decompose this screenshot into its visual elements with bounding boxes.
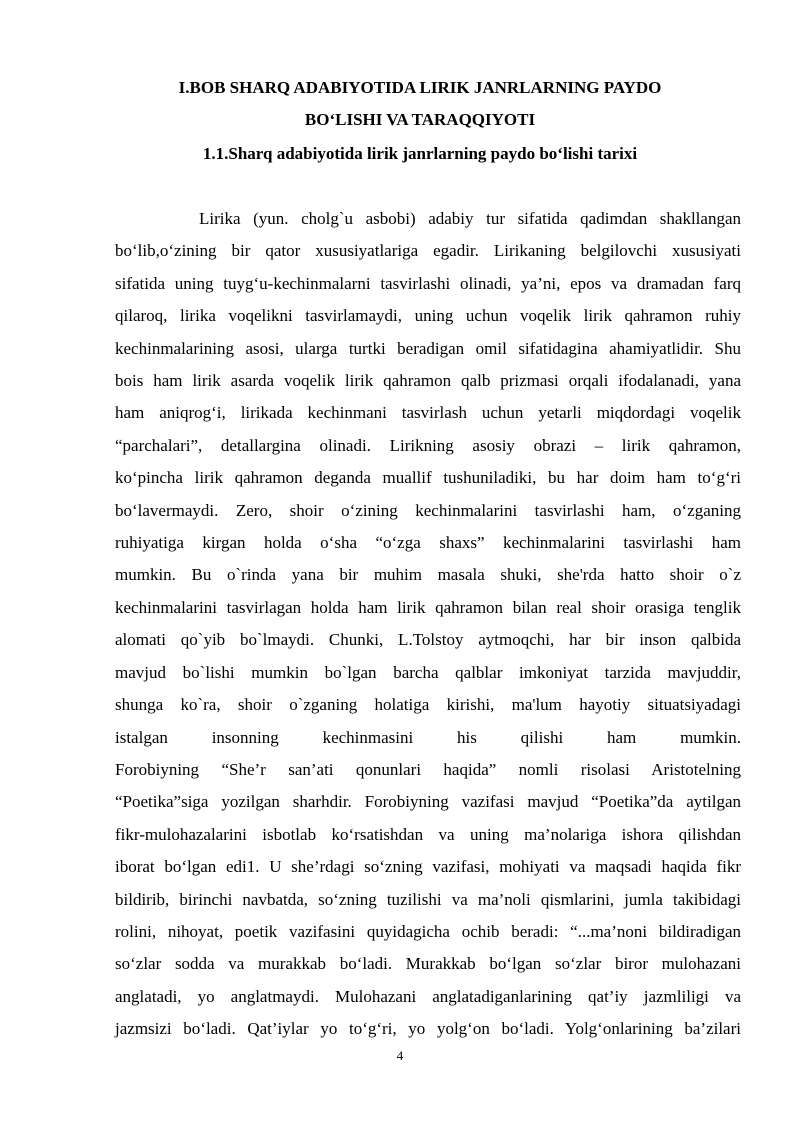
text-line: ko‘pincha lirik qahramon deganda muallif tushuniladiki, bu har doim ham to‘g‘ri xyxy=(115,468,741,488)
text-line: kechinmalarini tasvirlagan holda ham lirik qahramon bilan real shoir orasiga tenglik xyxy=(115,597,741,617)
text-line: kechinmalarining asosi, ularga turtki beradigan omil sifatidagina ahamiyatlidir. Shu xyxy=(115,338,741,358)
section-subheading: 1.1.Sharq adabiyotida lirik janrlarning paydo bo‘lishi tarixi xyxy=(202,144,638,163)
text-line: mavjud bo`lishi mumkin bo`lgan barcha qalblar imkoniyat tarzida mavjuddir, xyxy=(115,662,741,682)
text-line: fikr-mulohazalarini isbotlab ko‘rsatishdan va uning ma’nolariga ishora qilishdan xyxy=(115,824,741,844)
text-line: rolini, nihoyat, poetik vazifasini quyidagicha ochib beradi: “...ma’noni bildiradigan xyxy=(115,921,741,941)
text-line: istalgan insonning kechinmasini his qilishi ham mumkin. xyxy=(115,727,741,747)
chapter-heading-line-2: BO‘LISHI VA TARAQQIYOTI xyxy=(304,110,536,129)
text-line: Lirika (yun. cholg`u asbobi) adabiy tur sifatida qadimdan shakllangan xyxy=(199,209,741,228)
text-line: qilaroq, lirika voqelikni tasvirlamaydi, uning uchun voqelik lirik qahramon ruhiy xyxy=(115,306,741,326)
text-line: shunga ko`ra, shoir o`zganing holatiga kirishi, ma'lum hayotiy situatsiyadagi xyxy=(115,695,741,715)
body-paragraph xyxy=(115,203,741,1046)
text-line: bo‘lib,o‘zining bir qator xususiyatlariga egadir. Lirikaning belgilovchi xususiyati xyxy=(115,241,741,261)
text-line: bo‘lavermaydi. Zero, shoir o‘zining kechinmalarini tasvirlashi ham, o‘zganing xyxy=(115,500,741,520)
text-line: “parchalari”, detallargina olinadi. Lirikning asosiy obrazi – lirik qahramon, xyxy=(115,435,741,455)
text-line: so‘zlar sodda va murakkab bo‘ladi. Murakkab bo‘lgan so‘zlar biror mulohazani xyxy=(115,954,741,974)
text-line: bildirib, birinchi navbatda, so‘zning tuzilishi va ma’noli qismlarini, jumla takibidagi xyxy=(115,889,741,909)
text-line: alomati qo`yib bo`lmaydi. Chunki, L.Tolstoy aytmoqchi, har bir inson qalbida xyxy=(115,630,741,650)
text-line: sifatida uning tuyg‘u-kechinmalarni tasvirlashi olinadi, ya’ni, epos va dramadan farq xyxy=(115,273,741,293)
text-line: “Poetika”siga yozilgan sharhdir. Forobiyning vazifasi mavjud “Poetika”da aytilgan xyxy=(115,792,741,812)
text-line: jazmsizi bo‘ladi. Qat’iylar yo to‘g‘ri, yo yolg‘on bo‘ladi. Yolg‘onlarining ba’zilari xyxy=(115,1019,741,1039)
text-line: ruhiyatiga kirgan holda o‘sha “o‘zga shaxs” kechinmalarini tasvirlashi ham xyxy=(115,533,741,553)
text-line: anglatadi, yo anglatmaydi. Mulohazani anglatadiganlarining qat’iy jazmliligi va xyxy=(115,986,741,1006)
chapter-heading-line-1: I.BOB SHARQ ADABIYOTIDA LIRIK JANRLARNING PAYDO xyxy=(178,78,662,97)
text-line: bois ham lirik asarda voqelik lirik qahramon qalb prizmasi orqali ifodalanadi, yana xyxy=(115,371,741,391)
page-number: 4 xyxy=(396,1048,404,1063)
text-line: ham aniqrog‘i, lirikada kechinmani tasvirlash uchun yetarli miqdordagi voqelik xyxy=(115,403,741,423)
text-line: Forobiyning “She’r san’ati qonunlari haqida” nomli risolasi Aristotelning xyxy=(115,759,741,779)
text-line: iborat bo‘lgan edi1. U she’rdagi so‘zning vazifasi, mohiyati va maqsadi haqida fikr xyxy=(115,857,741,877)
text-line: mumkin. Bu o`rinda yana bir muhim masala shuki, she'rda hatto shoir o`z xyxy=(115,565,741,585)
